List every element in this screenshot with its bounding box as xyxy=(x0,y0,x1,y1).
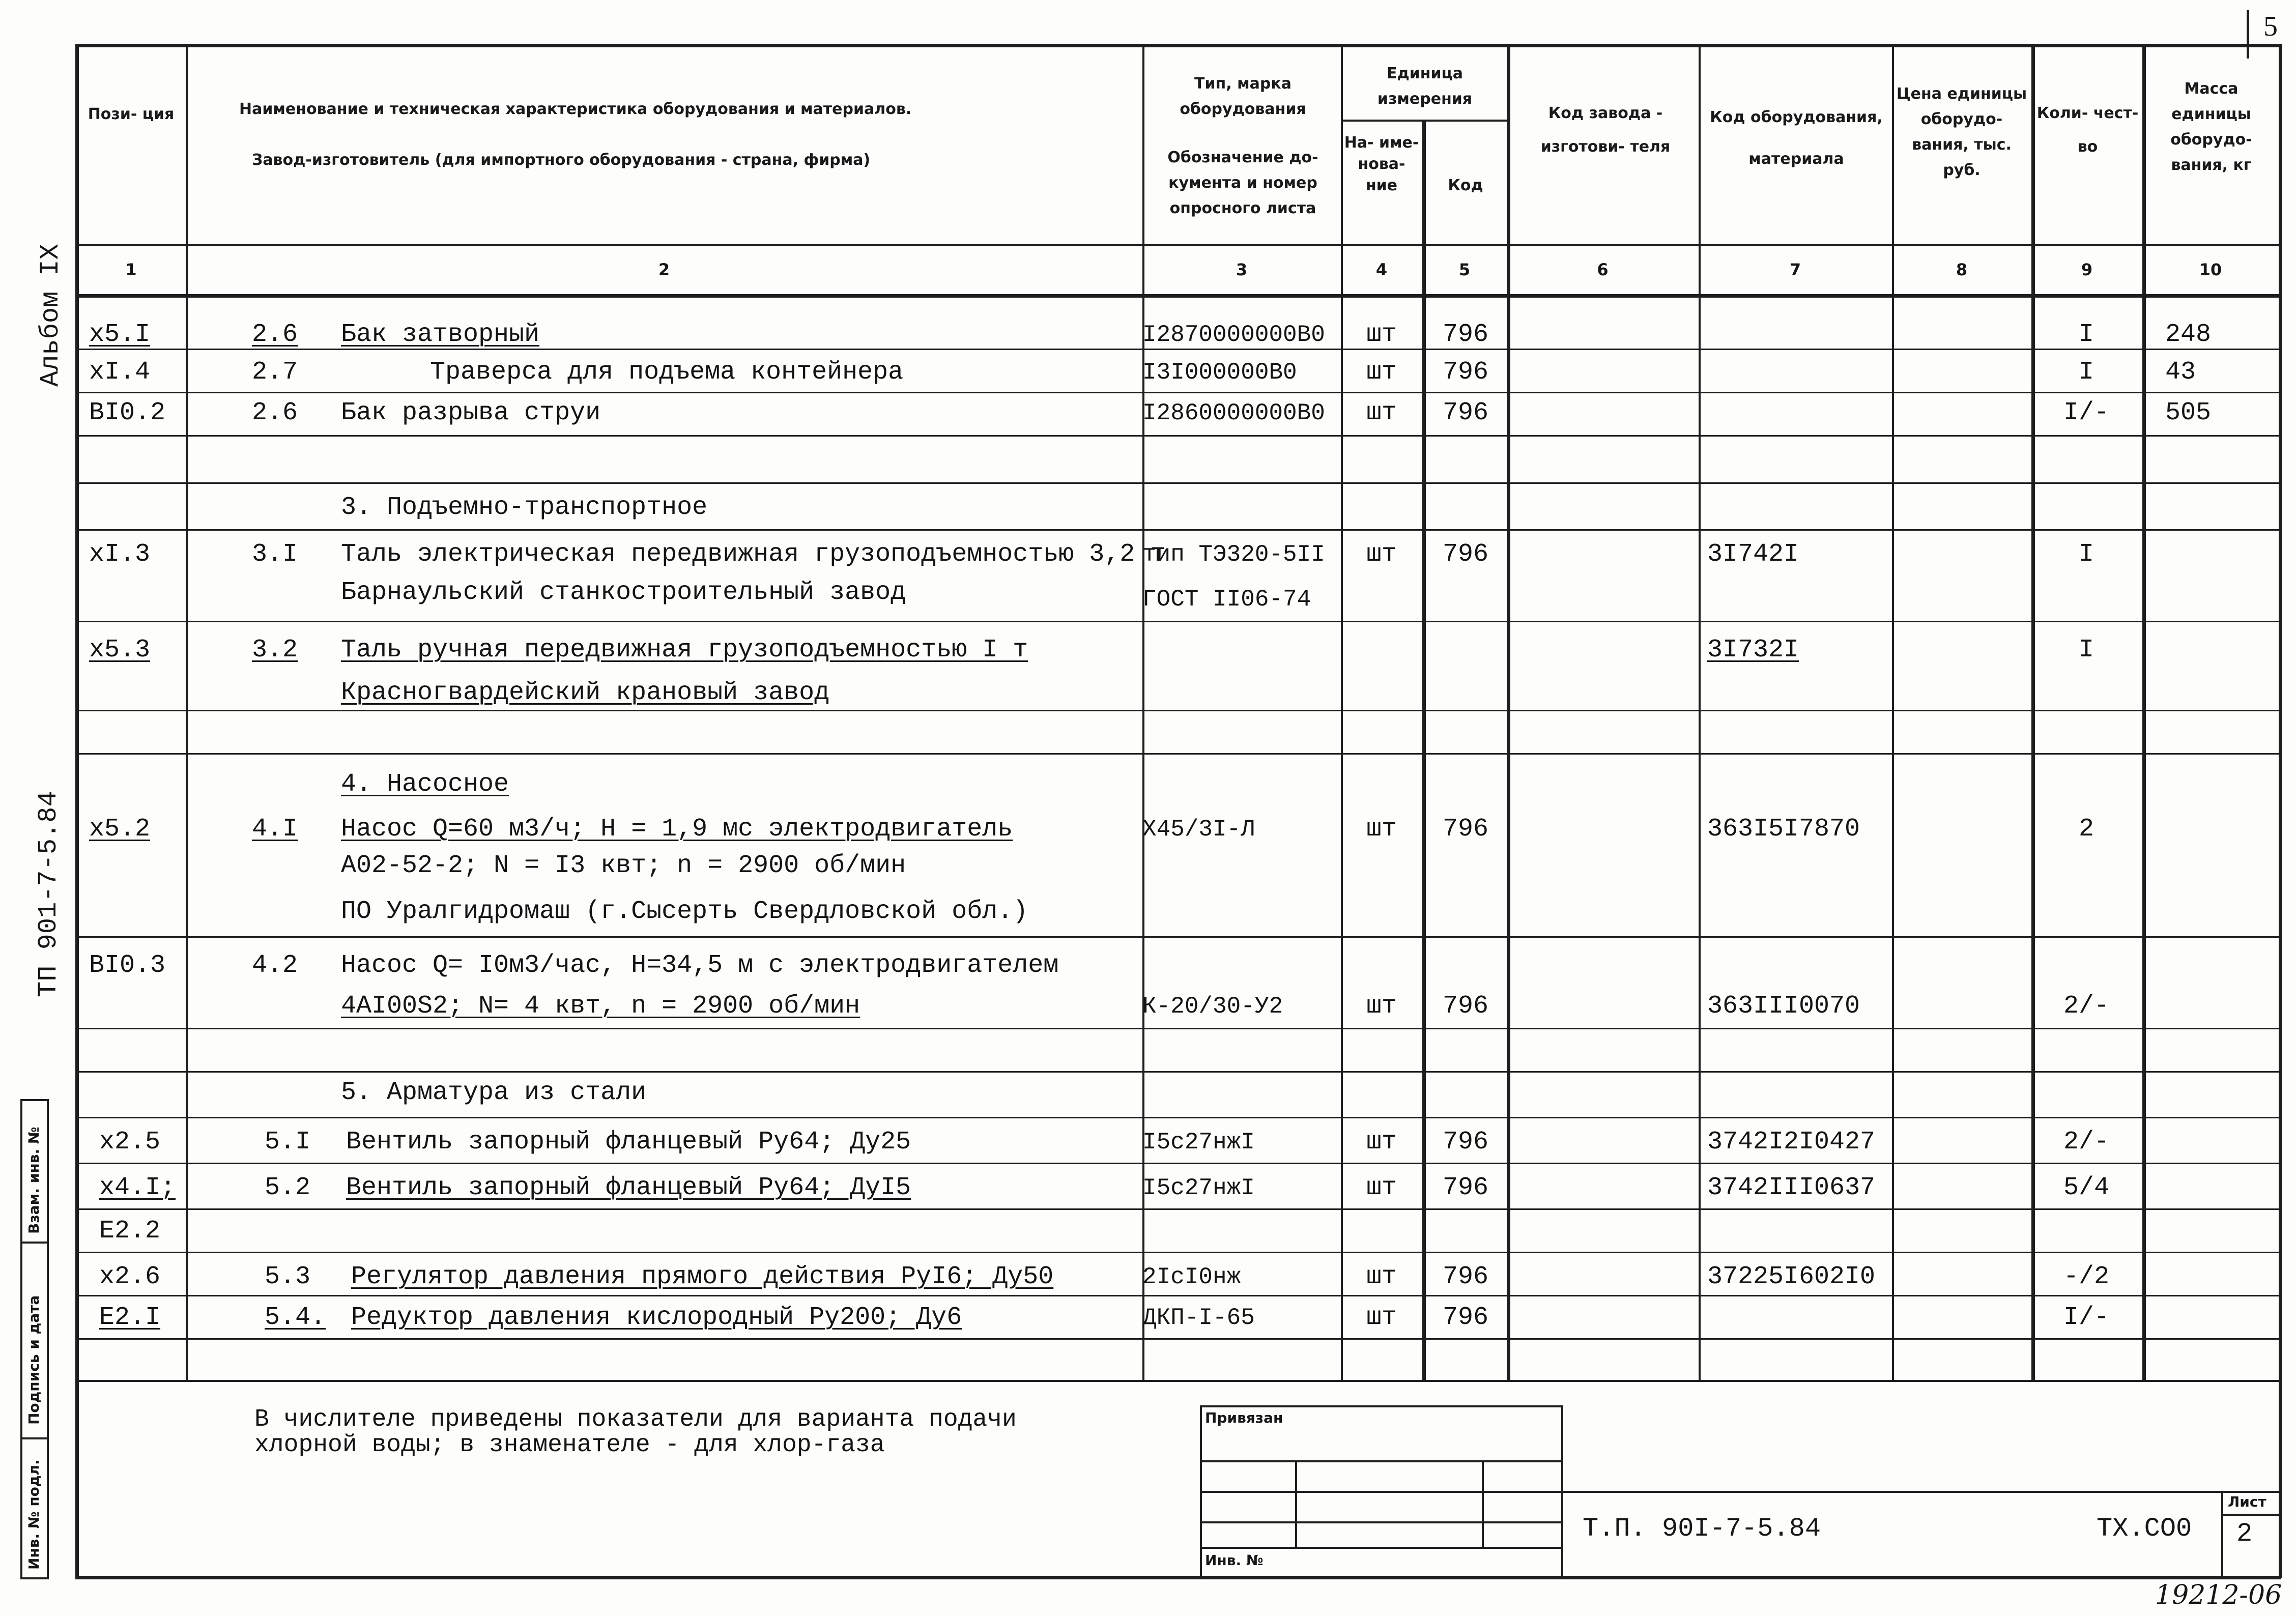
row-unit-code: 796 xyxy=(1442,815,1488,844)
row-unit: шт xyxy=(1366,815,1397,844)
project-side-label: ТП 901-7-5.84 xyxy=(34,791,64,997)
row-type: ГОСТ II06-74 xyxy=(1142,586,1311,613)
row-equipment-code: 3742I2I0427 xyxy=(1707,1128,1876,1157)
row-unit-code: 796 xyxy=(1442,1173,1488,1202)
stamp-replaced-inv: Взам. инв. № xyxy=(25,1127,42,1234)
col-number-7: 7 xyxy=(1789,260,1801,279)
row-unit: шт xyxy=(1366,1303,1397,1332)
row-position: х5.I xyxy=(89,320,151,349)
row-mass: 505 xyxy=(2165,398,2212,427)
col-number-3: 3 xyxy=(1236,260,1248,279)
row-mass: 248 xyxy=(2165,320,2212,349)
row-number: 3.2 xyxy=(252,636,298,665)
col-number-10: 10 xyxy=(2199,260,2222,279)
header-unit-code: Код xyxy=(1448,177,1483,194)
row-number: 4.I xyxy=(252,815,298,844)
titleblock-bound-label: Привязан xyxy=(1205,1409,1283,1426)
header-position: Пози- ция xyxy=(88,105,175,123)
col-number-9: 9 xyxy=(2081,260,2093,279)
row-quantity: 2/- xyxy=(2063,992,2109,1021)
row-unit-code: 796 xyxy=(1442,320,1488,349)
row-unit: шт xyxy=(1366,540,1397,569)
row-number: 4.2 xyxy=(252,951,298,980)
row-name: Редуктор давления кислородный Ру200; Ду6 xyxy=(351,1303,962,1332)
row-position: хI.4 xyxy=(89,358,151,387)
row-position: BI0.3 xyxy=(89,951,166,980)
row-type: I2860000000В0 xyxy=(1142,400,1325,426)
page-number: 5 xyxy=(2263,11,2278,42)
sheet-label: Лист xyxy=(2228,1493,2266,1510)
row-name: Вентиль запорный фланцевый Ру64; ДуI5 xyxy=(346,1173,911,1202)
stamp-signature-date: Подпись и дата xyxy=(25,1295,42,1425)
row-name: 4AI00S2; N= 4 квт, n = 2900 об/мин xyxy=(341,992,860,1021)
row-number: 5.2 xyxy=(265,1173,311,1202)
row-number: 2.7 xyxy=(252,358,298,387)
row-equipment-code: 363III0070 xyxy=(1707,992,1860,1021)
row-position: хI.3 xyxy=(89,540,151,569)
row-unit-code: 796 xyxy=(1442,1303,1488,1332)
row-equipment-code: 3I742I xyxy=(1707,540,1799,569)
row-unit-code: 796 xyxy=(1442,358,1488,387)
titleblock-document-code: ТХ.СО0 xyxy=(2097,1514,2192,1544)
row-name: Таль ручная передвижная грузоподъемностью I т xyxy=(341,636,1028,665)
row-position: Е2.2 xyxy=(99,1217,161,1246)
row-unit-code: 796 xyxy=(1442,540,1488,569)
header-mass: Масса единицы оборудо- вания, кг xyxy=(2170,80,2252,174)
row-quantity: I xyxy=(2078,358,2094,387)
row-equipment-code: 3I732I xyxy=(1707,636,1799,665)
row-unit-code: 796 xyxy=(1442,992,1488,1021)
sheet-number: 2 xyxy=(2236,1519,2253,1549)
row-number: 3.I xyxy=(252,540,298,569)
row-name: Вентиль запорный фланцевый Ру64; Ду25 xyxy=(346,1128,911,1157)
row-quantity: I xyxy=(2078,540,2094,569)
col-number-1: 1 xyxy=(125,260,137,279)
titleblock-inv-label: Инв. № xyxy=(1205,1552,1264,1569)
row-position: х5.3 xyxy=(89,636,151,665)
row-quantity: 2/- xyxy=(2063,1128,2109,1157)
header-quantity: Коли- чест- во xyxy=(2036,104,2139,156)
row-name: Насос Q= I0м3/час, H=34,5 м с электродвигателем xyxy=(341,951,1059,980)
row-quantity: 5/4 xyxy=(2063,1173,2109,1202)
row-type: I5с27нжI xyxy=(1142,1129,1255,1156)
header-unit-group: Единица измерения xyxy=(1377,65,1473,108)
row-unit: шт xyxy=(1366,1262,1397,1291)
row-mass: 43 xyxy=(2165,358,2196,387)
row-unit-code: 796 xyxy=(1442,1128,1488,1157)
row-position: х5.2 xyxy=(89,815,151,844)
section-heading: 3. Подъемно-транспортное xyxy=(341,493,708,522)
row-type: тип ТЭ320-5II xyxy=(1142,541,1325,568)
row-number: 5.I xyxy=(265,1128,311,1157)
row-name: Таль электрическая передвижная грузоподъемностью 3,2 т xyxy=(341,540,1166,569)
row-position: х2.5 xyxy=(99,1128,161,1157)
row-name: Красногвардейский крановый завод xyxy=(341,678,830,707)
header-unit-name: На- име- нова- ние xyxy=(1344,134,1419,194)
row-quantity: 2 xyxy=(2078,815,2094,844)
row-unit: шт xyxy=(1366,992,1397,1021)
col-number-6: 6 xyxy=(1597,260,1609,279)
row-quantity: -/2 xyxy=(2063,1262,2109,1291)
row-unit: шт xyxy=(1366,398,1397,427)
document-archive-code: 19212-06 xyxy=(2155,1580,2282,1610)
row-unit: шт xyxy=(1366,1173,1397,1202)
footnote-line1: В числителе приведены показатели для варианта подачи xyxy=(254,1406,1017,1433)
row-quantity: I/- xyxy=(2063,398,2109,427)
row-position: BI0.2 xyxy=(89,398,166,427)
row-name: Барнаульский станкостроительный завод xyxy=(341,578,906,607)
album-label: Альбом IX xyxy=(36,244,66,387)
stamp-original-inv: Инв. № подл. xyxy=(25,1459,42,1570)
header-equipment-code: Код оборудования, материала xyxy=(1710,108,1883,168)
header-type-line2: Обозначение до- кумента и номер опросного листа xyxy=(1167,149,1318,217)
row-unit: шт xyxy=(1366,1128,1397,1157)
row-equipment-code: 3742III0637 xyxy=(1707,1173,1876,1202)
row-number: 5.4. xyxy=(265,1303,326,1332)
section-heading: 5. Арматура из стали xyxy=(341,1078,647,1107)
row-type: ДКП-I-65 xyxy=(1142,1305,1255,1331)
row-name: Бак разрыва струи xyxy=(341,398,601,427)
row-type: I5с27нжI xyxy=(1142,1175,1255,1201)
header-type-line1: Тип, марка оборудования xyxy=(1180,75,1306,118)
row-equipment-code: 363I5I7870 xyxy=(1707,815,1860,844)
header-price: Цена единицы оборудо- вания, тыс. руб. xyxy=(1896,85,2027,179)
row-quantity: I xyxy=(2078,320,2094,349)
section-heading: 4. Насосное xyxy=(341,770,509,799)
row-name: А02-52-2; N = I3 квт; n = 2900 об/мин xyxy=(341,851,906,880)
row-unit: шт xyxy=(1366,358,1397,387)
row-name: Бак затворный xyxy=(341,320,540,349)
row-type: I2870000000В0 xyxy=(1142,322,1325,348)
row-name: Траверса для подъема контейнера xyxy=(430,358,904,387)
row-unit-code: 796 xyxy=(1442,398,1488,427)
row-quantity: I/- xyxy=(2063,1303,2109,1332)
col-number-4: 4 xyxy=(1375,260,1388,279)
row-position: х2.6 xyxy=(99,1262,161,1291)
row-position: х4.I; xyxy=(99,1173,176,1202)
col-number-2: 2 xyxy=(658,260,670,279)
row-name: Регулятор давления прямого действия РуI6; Ду50 xyxy=(351,1262,1054,1291)
row-position: Е2.I xyxy=(99,1303,161,1332)
row-number: 5.3 xyxy=(265,1262,311,1291)
footnote-line2: хлорной воды; в знаменателе - для хлор-газа xyxy=(254,1431,885,1459)
row-type: К-20/30-У2 xyxy=(1142,993,1283,1020)
row-equipment-code: 37225I602I0 xyxy=(1707,1262,1876,1291)
row-number: 2.6 xyxy=(252,320,298,349)
row-quantity: I xyxy=(2078,636,2094,665)
row-type: I3I000000В0 xyxy=(1142,359,1297,386)
row-unit: шт xyxy=(1366,320,1397,349)
row-name: ПО Уралгидромаш (г.Сысерть Свердловской обл.) xyxy=(341,897,1028,926)
titleblock-document-number: Т.П. 90I-7-5.84 xyxy=(1583,1514,1821,1544)
header-name-line2: Завод-изготовитель (для импортного оборудования - страна, фирма) xyxy=(252,151,871,169)
row-unit-code: 796 xyxy=(1442,1262,1488,1291)
row-number: 2.6 xyxy=(252,398,298,427)
header-name-line1: Наименование и техническая характеристика оборудования и материалов. xyxy=(239,100,912,118)
row-name: Насос Q=60 м3/ч; H = 1,9 мс электродвигатель xyxy=(341,815,1013,844)
header-factory-code: Код завода - изготови- теля xyxy=(1540,104,1671,156)
col-number-8: 8 xyxy=(1956,260,1968,279)
row-type: 2IсI0нж xyxy=(1142,1264,1241,1290)
col-number-5: 5 xyxy=(1458,260,1471,279)
row-type: Х45/3I-Л xyxy=(1142,816,1255,843)
